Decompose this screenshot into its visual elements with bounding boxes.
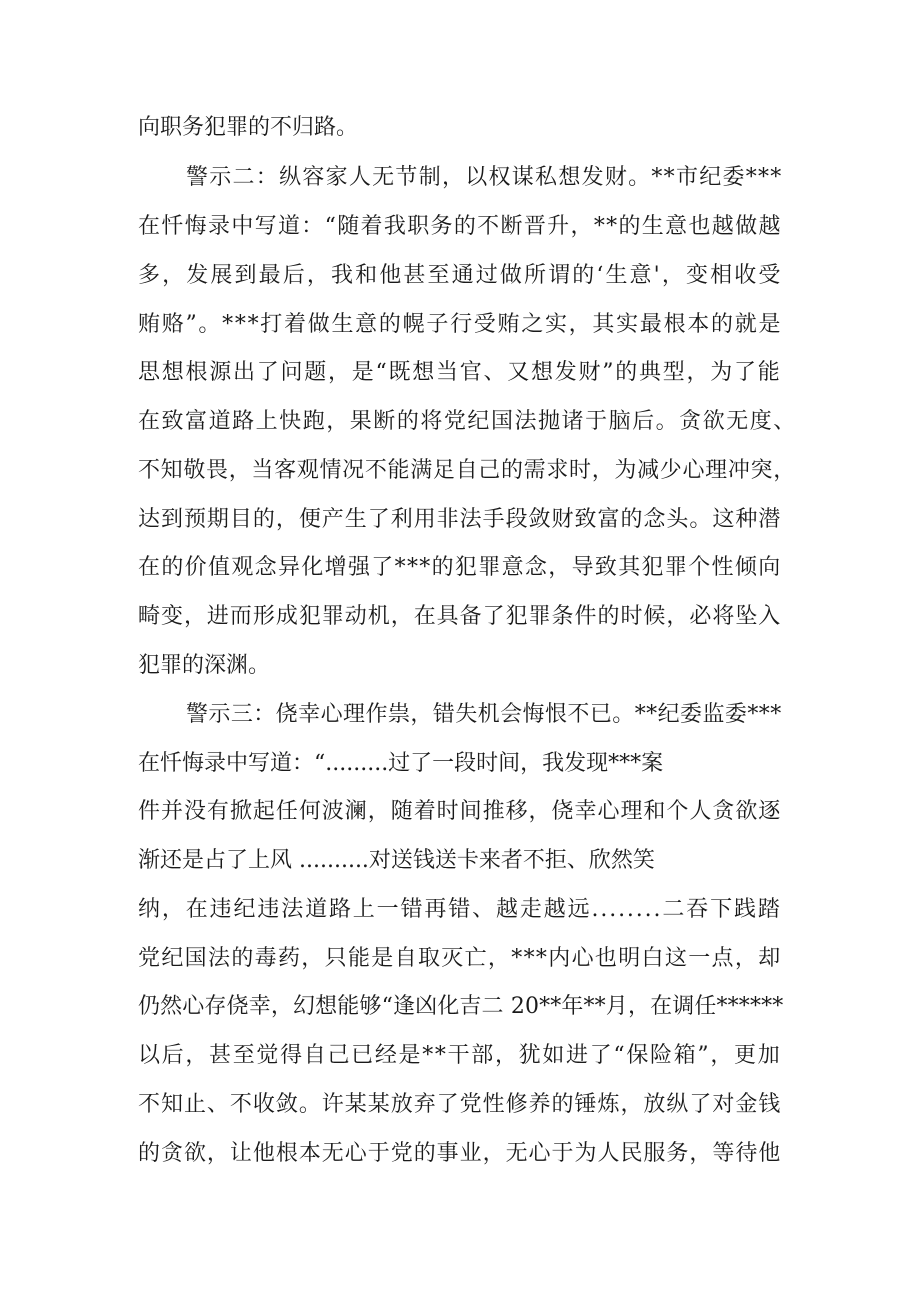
- text-line-5: [138, 305, 783, 345]
- text-line-19-text: 仍然心存侥幸，幻想能够“逢凶化吉二 20**年**月，在调任******: [138, 994, 784, 1019]
- text-line-9: [138, 500, 783, 540]
- text-line-19: [138, 987, 783, 1027]
- text-line-13: [186, 695, 784, 735]
- text-line-22-text: 的贪欲，让他根本无心于党的事业，无心于为人民服务，等待他: [138, 1141, 782, 1166]
- text-line-16: 渐还是占了上风 ..........对送钱送卡来者不拒、欣然笑: [138, 848, 655, 873]
- text-line-15: [138, 792, 783, 832]
- text-line-11: [138, 597, 783, 637]
- text-line-7-text: 在致富道路上快跑，果断的将党纪国法抛诸于脑后。贪欲无度、: [138, 409, 797, 434]
- text-line-12: 犯罪的深渊。: [138, 653, 271, 678]
- text-line-8: [138, 451, 798, 491]
- text-line-20-text: 以后，甚至觉得自己已经是**干部，犹如进了“保险箱”，更加: [138, 1043, 782, 1068]
- text-line-21: [138, 1085, 783, 1125]
- text-line-18: [138, 939, 783, 979]
- text-line-2-text: 警示二：纵容家人无节制，以权谋私想发财。**市纪委***: [186, 165, 783, 190]
- text-line-14: 在忏悔录中写道：“.........过了一段时间，我发现***案: [138, 751, 664, 776]
- text-line-6-text: 思想根源出了问题，是“既想当官、又想发财”的典型，为了能: [138, 360, 782, 385]
- text-line-8-text: 不知敬畏，当客观情况不能满足自己的需求时，为减少心理冲突，: [138, 458, 796, 483]
- text-line-17: [138, 890, 783, 930]
- text-line-10-text: 在的价值观念异化增强了***的犯罪意念，导致其犯罪个性倾向: [138, 555, 782, 580]
- text-line-2: [186, 158, 784, 198]
- text-line-1: 向职务犯罪的不归路。: [138, 115, 359, 140]
- text-line-21-text: 不知止、不收敛。许某某放弃了党性修养的锤炼，放纵了对金钱: [138, 1092, 782, 1117]
- text-line-22: [138, 1134, 783, 1174]
- text-line-3: [138, 207, 783, 247]
- text-line-9-text: 达到预期目的，便产生了利用非法手段敛财致富的念头。这种潜: [138, 507, 782, 532]
- text-line-11-text: 畸变，进而形成犯罪动机，在具备了犯罪条件的时候，必将坠入: [138, 604, 782, 629]
- text-line-17-text: 纳，在违纪违法道路上一错再错、越走越远........二吞下践踏: [138, 897, 782, 922]
- text-line-10: [138, 548, 783, 588]
- text-line-18-text: 党纪国法的毒药，只能是自取灭亡，***内心也明白这一点，却: [138, 946, 782, 971]
- text-line-15-text: 件并没有掀起任何波澜，随着时间推移，侥幸心理和个人贪欲逐: [138, 799, 782, 824]
- text-line-4-text: 多，发展到最后，我和他甚至通过做所谓的‘生意'，变相收受: [138, 263, 783, 288]
- text-line-5-text: 贿赂”。***打着做生意的幌子行受贿之实，其实最根本的就是: [138, 312, 783, 337]
- text-line-6: [138, 353, 783, 393]
- text-line-4: [138, 256, 783, 296]
- text-line-3-text: 在忏悔录中写道：“随着我职务的不断晋升，**的生意也越做越: [138, 214, 782, 239]
- text-line-7: [138, 402, 798, 442]
- text-line-13-text: 警示三：侥幸心理作祟，错失机会悔恨不已。**纪委监委***: [186, 702, 782, 727]
- text-line-20: [138, 1036, 783, 1076]
